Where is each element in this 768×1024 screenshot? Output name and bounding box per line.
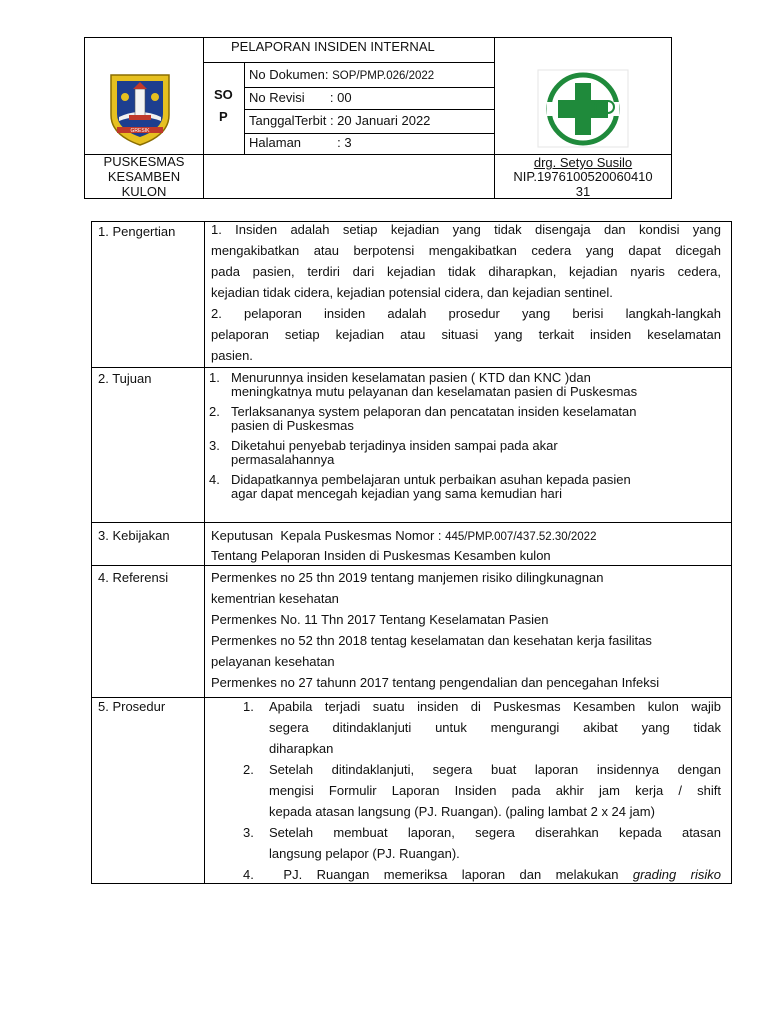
kebijakan-line2: Tentang Pelaporan Insiden di Puskesmas Kesamben kulon bbox=[211, 548, 551, 563]
prosedur-item-line: diharapkan bbox=[269, 741, 334, 756]
referensi-line: Permenkes no 52 thn 2018 tentag keselamatan dan kesehatan kerja fasilitas bbox=[211, 633, 652, 648]
prosedur-label: 5. Prosedur bbox=[98, 699, 166, 714]
list-item-text: permasalahannya bbox=[231, 452, 335, 467]
prosedur-item-line: segera ditindaklanjuti untuk mengurangi akibat yang tidak bbox=[269, 720, 721, 735]
referensi-label: 4. Referensi bbox=[98, 570, 169, 585]
pengertian-line: mengakibatkan atau berpotensi mengakibatkan cedera yang dapat dicegah bbox=[211, 243, 721, 258]
list-item-text: agar dapat mencegah kejadian yang sama kemudian hari bbox=[231, 486, 562, 501]
kebijakan-line1 bbox=[211, 529, 596, 544]
referensi-line: pelayanan kesehatan bbox=[211, 654, 335, 669]
pengertian-line: pelaporan setiap kejadian atau situasi yang terkait insiden keselamatan bbox=[211, 327, 721, 342]
svg-text:GRESIK: GRESIK bbox=[130, 128, 150, 134]
no-revisi: No Revisi : 00 bbox=[249, 90, 352, 105]
list-item-number: 4. bbox=[209, 472, 220, 487]
gresik-emblem-logo bbox=[107, 71, 173, 147]
prosedur-item-number: 1. bbox=[243, 699, 254, 714]
sop-title: PELAPORAN INSIDEN INTERNAL bbox=[231, 39, 435, 54]
list-item-text: Menurunnya insiden keselamatan pasien ( KTD dan KNC )dan bbox=[231, 370, 591, 385]
list-item-number: 2. bbox=[209, 404, 220, 419]
prosedur-item-italic-term: grading risiko bbox=[632, 867, 721, 882]
kebijakan-decree-number: 445/PMP.007/437.52.30/2022 bbox=[445, 531, 597, 543]
prosedur-item-line: Setelah ditindaklanjuti, segera buat laporan insidennya dengan bbox=[269, 762, 721, 777]
list-item-text: pasien di Puskesmas bbox=[231, 418, 354, 433]
prosedur-item-line: Setelah membuat laporan, segera diserahkan kepada atasan bbox=[269, 825, 721, 840]
document-header bbox=[84, 37, 672, 199]
sop-content-table bbox=[91, 221, 732, 884]
org-name-line3: KULON bbox=[121, 184, 167, 199]
signer-nip-line2: 31 bbox=[575, 184, 591, 199]
tanggal-terbit: TanggalTerbit : 20 Januari 2022 bbox=[249, 113, 431, 128]
prosedur-item-line: mengisi Formulir Laporan Insiden pada akhir jam kerja / shift bbox=[269, 783, 721, 798]
prosedur-item bbox=[243, 696, 721, 759]
signer-name: drg. Setyo Susilo bbox=[533, 155, 633, 170]
no-dokumen-value: SOP/PMP.026/2022 bbox=[332, 70, 435, 82]
list-item-text: Didapatkannya pembelajaran untuk perbaikan asuhan kepada pasien bbox=[231, 472, 631, 487]
list-item-text: Diketahui penyebab terjadinya insiden sampai pada akar bbox=[231, 438, 558, 453]
kebijakan-label: 3. Kebijakan bbox=[98, 528, 170, 543]
pengertian-label: 1. Pengertian bbox=[98, 224, 176, 239]
pengertian-line: 1. Insiden adalah setiap kejadian yang tidak disengaja dan kondisi yang bbox=[211, 222, 721, 237]
prosedur-item-number: 3. bbox=[243, 825, 254, 840]
referensi-line: Permenkes no 27 tahunn 2017 tentang pengendalian dan pencegahan Infeksi bbox=[211, 675, 660, 690]
referensi-line: kementrian kesehatan bbox=[211, 591, 339, 606]
list-item-number: 3. bbox=[209, 438, 220, 453]
org-name-line1: PUSKESMAS bbox=[103, 154, 185, 169]
list-item-number: 1. bbox=[209, 370, 220, 385]
sop-label-line1: SO bbox=[214, 87, 233, 102]
prosedur-item-text: PJ. Ruangan memeriksa laporan dan melakukan bbox=[269, 867, 633, 882]
signer-nip-line1: NIP.1976100520060410 bbox=[513, 169, 653, 184]
prosedur-item-line: Apabila terjadi suatu insiden di Puskesmas Kesamben kulon wajib bbox=[269, 699, 721, 714]
prosedur-item-number: 2. bbox=[243, 762, 254, 777]
pengertian-line: pada pasien, terdiri dari kejadian tidak diharapkan, kejadian nyaris cedera, bbox=[211, 264, 721, 279]
list-item-text: meningkatnya mutu pelayanan dan keselamatan pasien di Puskesmas bbox=[231, 384, 638, 399]
pengertian-line: pasien. bbox=[211, 348, 253, 363]
list-item-text: Terlaksananya system pelaporan dan pencatatan insiden keselamatan bbox=[231, 404, 637, 419]
org-name-line2: KESAMBEN bbox=[107, 169, 181, 184]
prosedur-item bbox=[243, 822, 721, 864]
kebijakan-decree-label: Keputusan Kepala Puskesmas Nomor : bbox=[211, 528, 446, 543]
tujuan-label: 2. Tujuan bbox=[98, 371, 152, 386]
halaman: Halaman : 3 bbox=[249, 135, 352, 150]
referensi-line: Permenkes no 25 thn 2019 tentang manjemen risiko dilingkunagnan bbox=[211, 570, 604, 585]
pengertian-line: 2. pelaporan insiden adalah prosedur yang berisi langkah-langkah bbox=[211, 306, 721, 321]
referensi-line: Permenkes No. 11 Thn 2017 Tentang Keselamatan Pasien bbox=[211, 612, 549, 627]
prosedur-item-line bbox=[269, 864, 721, 885]
prosedur-item-line: langsung pelapor (PJ. Ruangan). bbox=[269, 846, 460, 861]
no-dokumen-label: No Dokumen: bbox=[249, 67, 333, 82]
sop-label-line2: P bbox=[219, 109, 228, 124]
prosedur-item bbox=[243, 759, 721, 822]
prosedur-item-number: 4. bbox=[243, 867, 254, 882]
pengertian-content bbox=[211, 219, 721, 366]
prosedur-item bbox=[243, 864, 721, 885]
prosedur-item-line: kepada atasan langsung (PJ. Ruangan). (paling lambat 2 x 24 jam) bbox=[269, 804, 655, 819]
puskesmas-logo bbox=[537, 69, 629, 148]
pengertian-line: kejadian tidak cidera, kejadian potensial cidera, dan kejadian sentinel. bbox=[211, 285, 613, 300]
no-dokumen bbox=[249, 68, 434, 83]
